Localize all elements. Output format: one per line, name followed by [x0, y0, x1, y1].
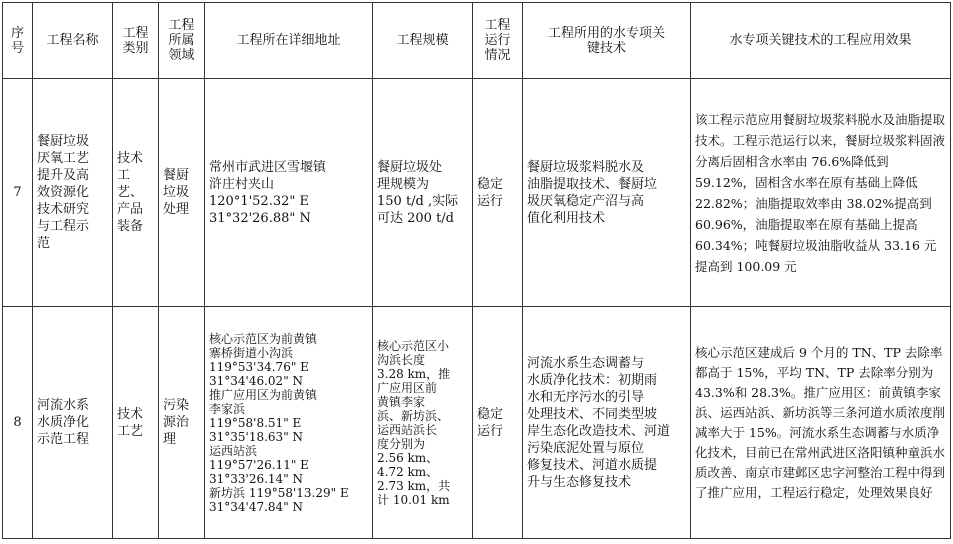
row-status: 稳定 运行	[473, 307, 523, 539]
row-seq: 7	[3, 79, 33, 307]
row-field: 污染 源治 理	[159, 307, 205, 539]
header-tech: 工程所用的水专项关 键技术	[523, 3, 691, 79]
header-field: 工程 所属 领域	[159, 3, 205, 79]
row-category: 技术 工 艺、 产品 装备	[113, 79, 159, 307]
row-category: 技术 工艺	[113, 307, 159, 539]
header-status: 工程 运行 情况	[473, 3, 523, 79]
row-field: 餐厨 垃圾 处理	[159, 79, 205, 307]
row-status: 稳定 运行	[473, 79, 523, 307]
row-effect: 核心示范区建成后 9 个月的 TN、TP 去除率都高于 15%，平均 TN、TP 去除率分别为 43.3%和 28.3%。推广应用区：前黄镇李家浜、运西站浜、新坊浜等三条河道水质浓度削减率大于 15%。河流水系生态调蓄与水质净化技术，目前已在常州武进区洛阳镇种童浜水质改善、南京市建邺区忠字河整治工程中得到了推广应用，工程运行稳定，处理效果良好	[691, 307, 951, 539]
row-address: 常州市武进区雪堰镇 浒庄村夹山 120°1'52.32" E 31°32'26.88" N	[205, 79, 373, 307]
row-name: 餐厨垃圾 厌氧工艺 提升及高 效资源化 技术研究 与工程示 范	[33, 79, 113, 307]
row-effect: 该工程示范应用餐厨垃圾浆料脱水及油脂提取技术。工程示范运行以来，餐厨垃圾浆料固液分离后固相含水率由 76.6%降低到 59.12%，固相含水率在原有基础上降低 22.82%；油脂提取效率由 38.02%提高到 60.96%，油脂提取率在原有基础上提高 60.34%；吨餐厨垃圾油脂收益从 33.16 元提高到 100.09 元	[691, 79, 951, 307]
header-scale: 工程规模	[373, 3, 473, 79]
row-scale: 餐厨垃圾处 理规模为 150 t/d ,实际 可达 200 t/d	[373, 79, 473, 307]
row-scale: 核心示范区小 沟浜长度 3.28 km，推 广应用区前 黄镇李家 浜、新坊浜、 运西站浜长 度分别为 2.56 km、 4.72 km、 2.73 km，共 计 10.01 km	[373, 307, 473, 539]
header-name: 工程名称	[33, 3, 113, 79]
header-category: 工程 类别	[113, 3, 159, 79]
row-seq: 8	[3, 307, 33, 539]
row-name: 河流水系 水质净化 示范工程	[33, 307, 113, 539]
row-tech: 河流水系生态调蓄与 水质净化技术：初期雨 水和无序污水的引导 处理技术、不同类型坡 岸生态化改造技术、河道 污染底泥处置与原位 修复技术、河道水质提 升与生态修复技术	[523, 307, 691, 539]
row-address: 核心示范区为前黄镇 寨桥街道小沟浜 119°53'34.76" E 31°34'46.02" N 推广应用区为前黄镇 李家浜 119°58'8.51" E 31°35'18.63" N 运西站浜 119°57'26.11" E 31°33'26.14" N 新坊浜 119°58'13.29" E 31°34'47.84" N	[205, 307, 373, 539]
table-row	[3, 307, 951, 539]
engineering-table	[2, 2, 951, 539]
row-tech: 餐厨垃圾浆料脱水及 油脂提取技术、餐厨垃 圾厌氧稳定产沼与高 值化利用技术	[523, 79, 691, 307]
header-effect: 水专项关键技术的工程应用效果	[691, 3, 951, 79]
header-address: 工程所在详细地址	[205, 3, 373, 79]
header-seq: 序 号	[3, 3, 33, 79]
header-row	[3, 3, 951, 79]
table-row	[3, 79, 951, 307]
